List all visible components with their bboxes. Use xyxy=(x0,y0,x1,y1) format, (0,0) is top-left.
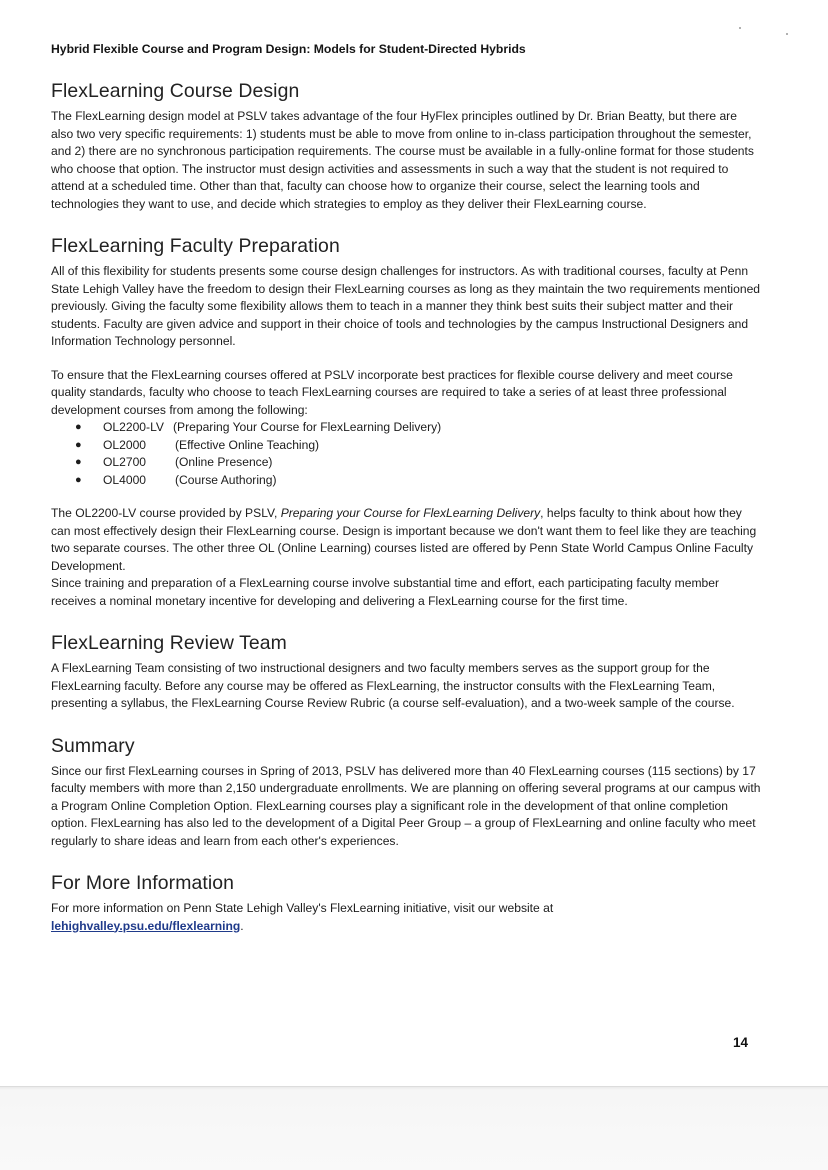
list-item xyxy=(75,454,761,472)
section-summary xyxy=(51,735,761,851)
link-suffix: . xyxy=(240,918,244,933)
paragraph-text: For more information on Penn State Lehigh Valley's FlexLearning initiative, visit our website at xyxy=(51,901,554,915)
website-link[interactable]: lehighvalley.psu.edu/flexlearning xyxy=(51,918,241,933)
course-code: OL2700 xyxy=(103,455,147,469)
bullet-icon: ● xyxy=(75,456,82,468)
section-heading: FlexLearning Review Team xyxy=(51,632,287,654)
document-body xyxy=(51,80,761,957)
section-heading: FlexLearning Faculty Preparation xyxy=(51,235,340,257)
scan-speck xyxy=(739,27,741,29)
list-item xyxy=(75,437,761,455)
section-paragraph: Since our first FlexLearning courses in Spring of 2013, PSLV has delivered more than 40 FlexLearning courses (115 sections) by 17 faculty members with more than 2,150 undergraduate enrollments. We are planning on offering several programs at our campus with a Program Online Completion Option. FlexLearning courses play a significant role in the development of that online completion option. FlexLearning has also led to the development of a Digital Peer Group – a group of FlexLearning and online faculty who meet regularly to share ideas and learn from each other's experiences. xyxy=(51,763,761,848)
section-paragraph: A FlexLearning Team consisting of two instructional designers and two faculty members serves as the support group for the FlexLearning faculty. Before any course may be offered as FlexLearning, the instructor consults with the FlexLearning Team, presenting a syllabus, the FlexLearning Course Review Rubric (a course self-evaluation), and a two-week sample of the course. xyxy=(51,661,735,710)
paragraph-text: The OL2200-LV course provided by PSLV, xyxy=(51,506,281,520)
paragraph-text: , helps faculty to think about how they can most effectively design their FlexLearning course. Design is important because we don't want them to feel like they are teaching two separate courses. The other three OL (Online Learning) courses listed are offered by Penn State World Campus Online Faculty Development. xyxy=(51,506,757,573)
course-list xyxy=(51,419,761,489)
list-item xyxy=(75,419,761,437)
section-review-team xyxy=(51,632,761,713)
section-paragraph: The FlexLearning design model at PSLV takes advantage of the four HyFlex principles outlined by Dr. Brian Beatty, but there are also two very specific requirements: 1) students must be able to move from online to in-class participation throughout the semester, and 2) there are no synchronous participation requirements. The course must be available in a fully-online format for those students who choose that option. The instructor must design activities and assessments in such a way that the student is not required to attend at a scheduled time. Other than that, faculty can choose how to organize their course, select the learning tools and technologies they want to use, and decide which strategies to employ as they deliver their FlexLearning course. xyxy=(51,109,754,211)
section-paragraph xyxy=(51,900,761,935)
section-paragraph xyxy=(51,505,761,575)
section-heading: For More Information xyxy=(51,872,235,894)
course-title: (Preparing Your Course for FlexLearning Delivery) xyxy=(173,420,442,434)
course-code: OL4000 xyxy=(103,472,147,487)
course-code: OL2000 xyxy=(103,437,147,452)
section-more-info xyxy=(51,872,761,935)
course-title: (Online Presence) xyxy=(175,455,273,469)
course-title: (Effective Online Teaching) xyxy=(175,437,320,452)
section-heading: FlexLearning Course Design xyxy=(51,80,300,102)
bullet-icon: ● xyxy=(75,438,82,451)
section-paragraph: To ensure that the FlexLearning courses offered at PSLV incorporate best practices for flexible course delivery and meet course quality standards, faculty who choose to teach FlexLearning courses are required to take a series of at least three professional development courses from among the following: xyxy=(51,367,733,417)
running-header: Hybrid Flexible Course and Program Design: Models for Student-Directed Hybrids xyxy=(51,42,526,56)
section-course-design xyxy=(51,80,761,213)
section-paragraph: All of this flexibility for students presents some course design challenges for instructors. As with traditional courses, faculty at Penn State Lehigh Valley have the freedom to design their FlexLearning courses as long as they maintain the two requirements mentioned previously. Giving the faculty some flexibility allows them to teach in a manner they think best suits their subject matter and their students. Faculty are given advice and support in their choice of tools and technologies by the campus Instructional Designers and Information Technology personnel. xyxy=(51,264,761,348)
bullet-icon: ● xyxy=(75,473,82,486)
course-title: (Course Authoring) xyxy=(175,472,277,487)
list-item xyxy=(75,472,761,490)
bullet-icon: ● xyxy=(75,421,82,433)
scan-bottom-shade xyxy=(0,1086,828,1170)
section-paragraph: Since training and preparation of a FlexLearning course involve substantial time and effort, each participating faculty member receives a nominal monetary incentive for developing and delivering a FlexLearning course for the first time. xyxy=(51,576,719,608)
section-heading: Summary xyxy=(51,734,135,757)
course-code: OL2200-LV xyxy=(103,420,164,434)
section-faculty-preparation xyxy=(51,235,761,610)
page-number: 14 xyxy=(733,1035,749,1050)
course-title-italic: Preparing your Course for FlexLearning Delivery xyxy=(280,506,541,520)
scan-speck xyxy=(786,33,788,35)
